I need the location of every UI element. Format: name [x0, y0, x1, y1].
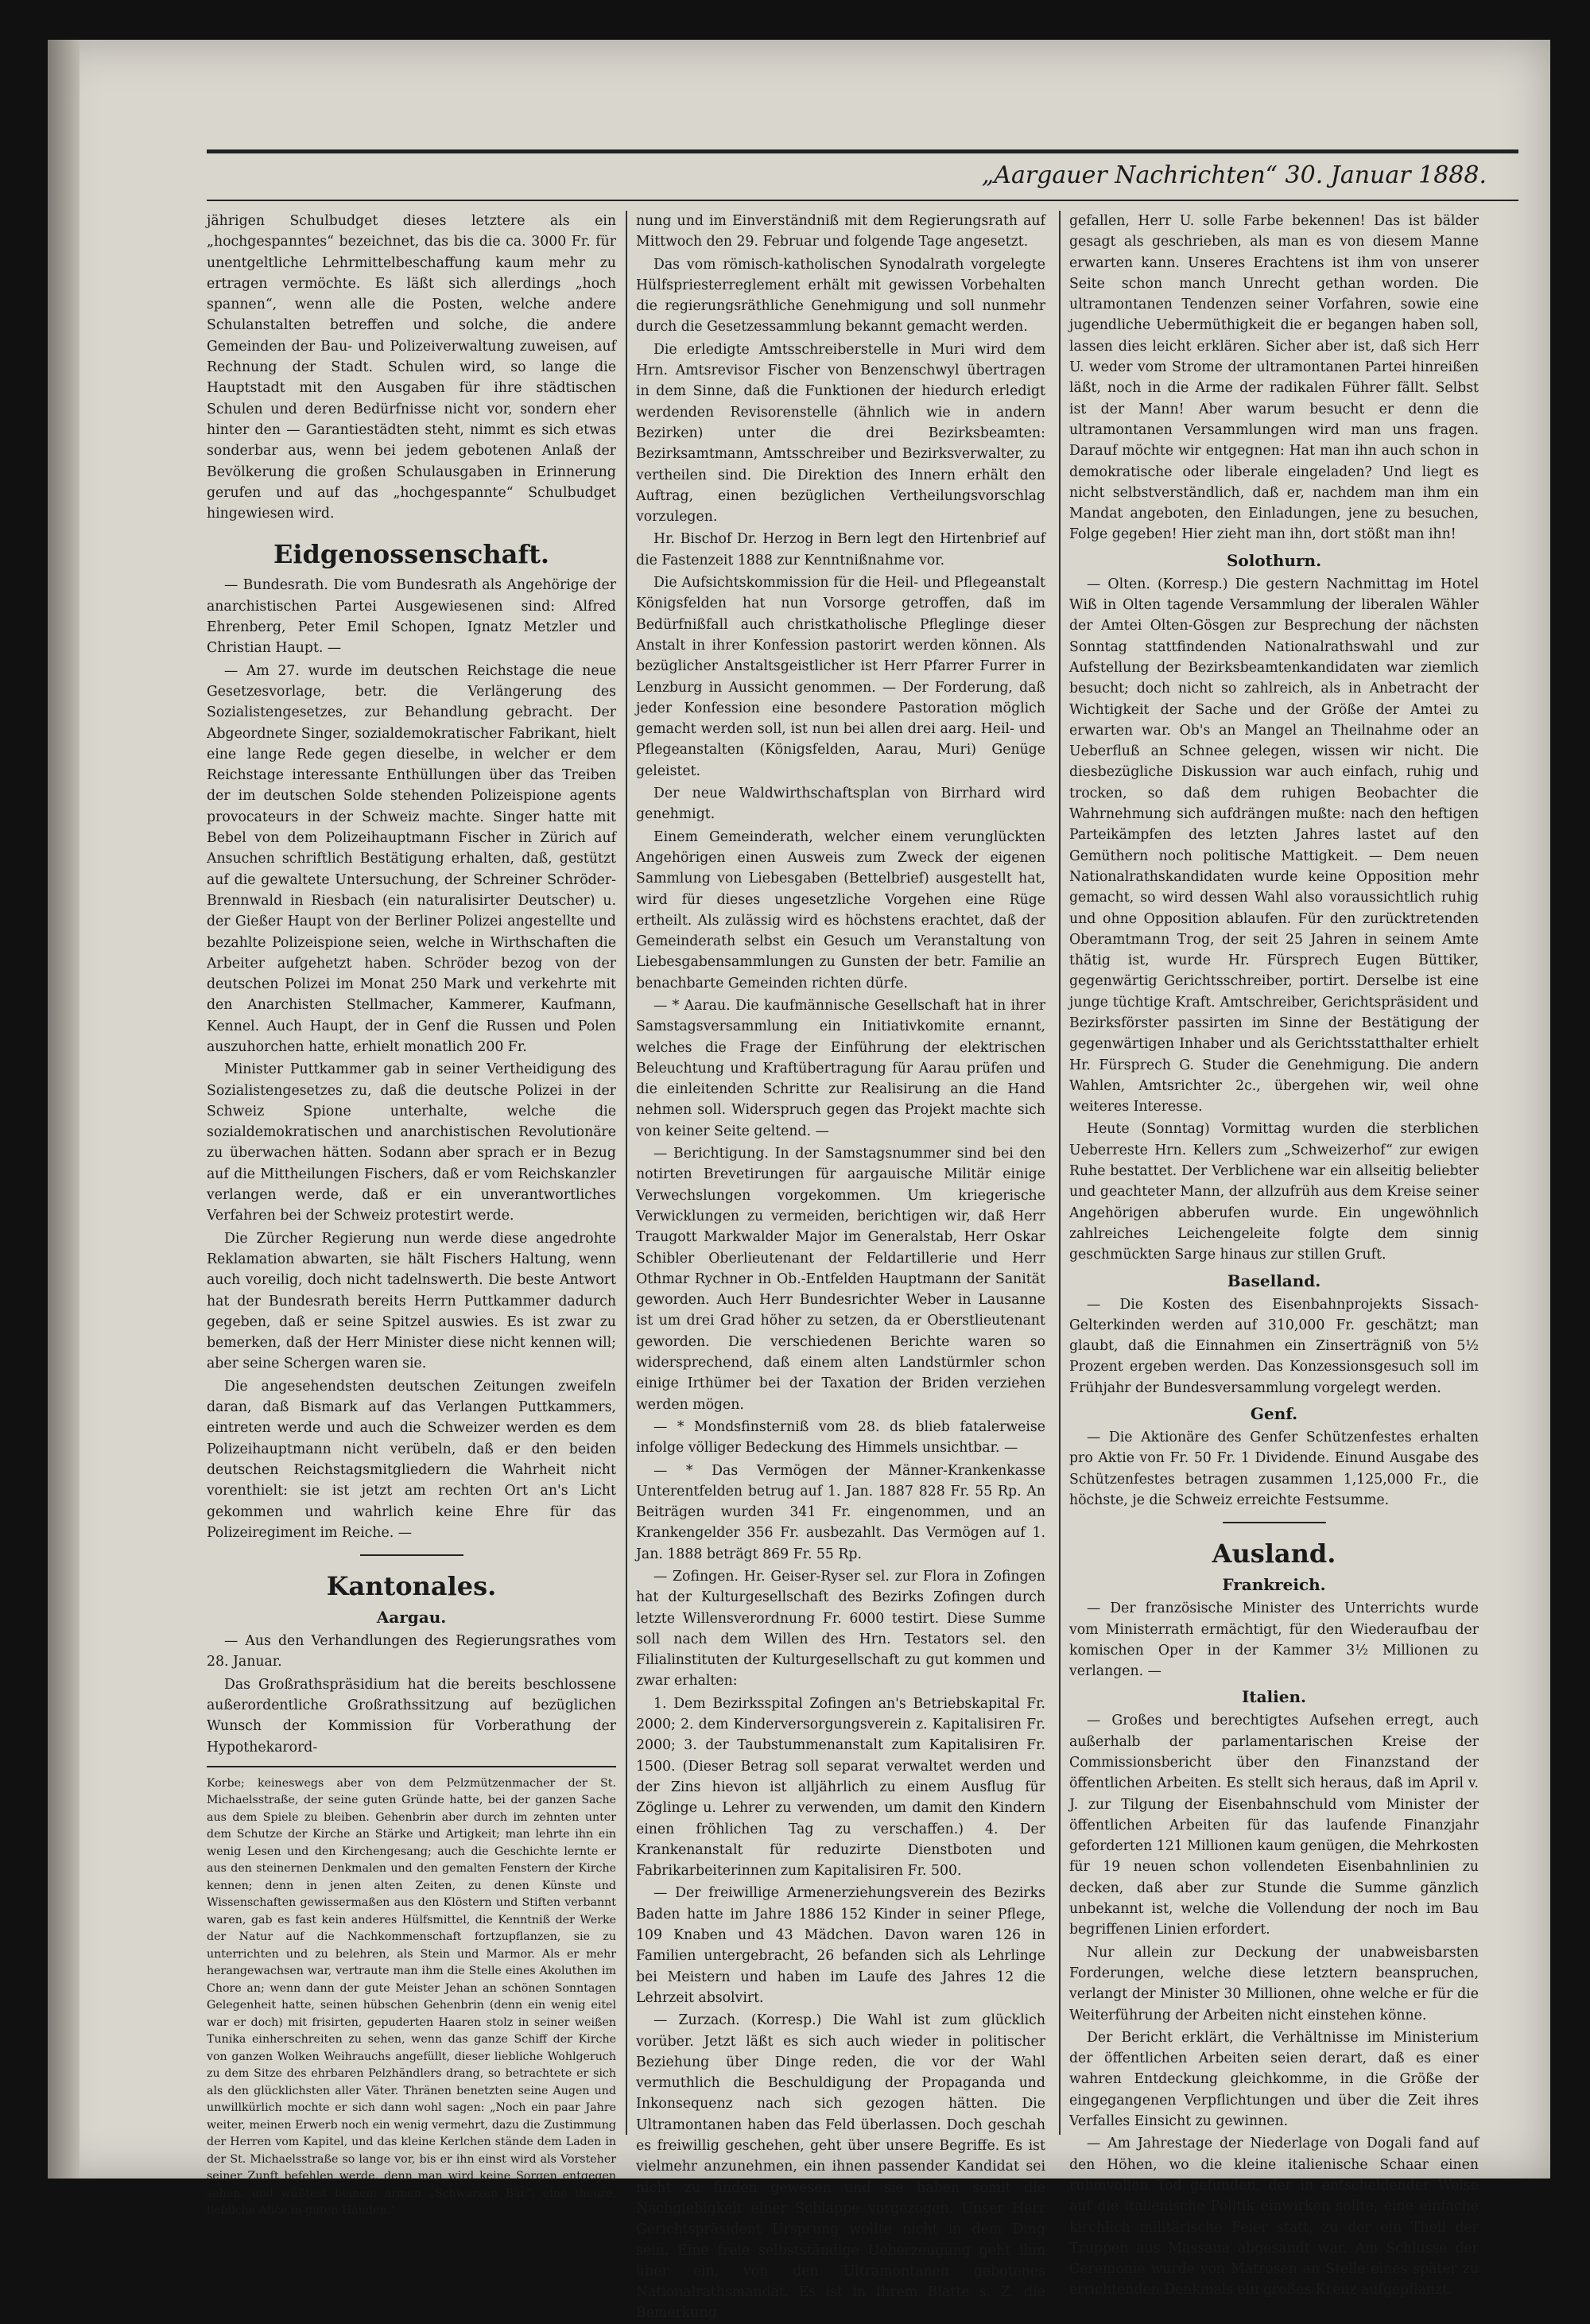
subsection-title-genf: Genf.	[1250, 1404, 1298, 1424]
subsection-title-frankreich: Frankreich.	[1222, 1575, 1326, 1595]
section-title-ausland: Ausland.	[1212, 1538, 1336, 1569]
article-paragraph: Nur allein zur Deckung der unabweisbarsten Forderungen, welche diese letztern beanspruchen, verlangt der Minister 30 Millionen, ohne welche er für die Weiterführung der Arbeiten nicht einstehen könne.	[1069, 1944, 1479, 2023]
article-paragraph: — Die Kosten des Eisenbahnprojekts Sissach-Gelterkinden werden auf 310,000 Fr. geschätzt; man glaubt, daß die Einnahmen ein Zinserträgniß von 5½ Prozent ergeben werden. Das Konzessionsgesuch soll im Frühjahr der Bundesversammlung vorgelegt werden.	[1069, 1296, 1479, 1396]
article-paragraph: Hr. Bischof Dr. Herzog in Bern legt den Hirtenbrief auf die Fastenzeit 1888 zur Kenntnißnahme vor.	[636, 531, 1045, 568]
article-paragraph: — Berichtigung. In der Samstagsnummer sind bei den notirten Brevetirungen für aargauische Militär einige Verwechslungen vorgekommen. Um kriegerische Verwicklungen zu vermeiden, berichtigen wir, daß Herr Traugott Markwalder Major im Generalstab, Herr Oskar Schibler Oberlieutenant der Feldartillerie und Herr Othmar Rychner in Ob.-Entfelden Hauptmann der Sanität geworden. Auch Herr Bundesrichter Weber in Lausanne ist um drei Grad höher zu setzen, da er Oberstlieutenant geworden. Die verschiedenen Berichte waren so widersprechend, daß einem alten Landstürmler schon einige Irthümer bei der Taxation der Briden verziehen werden mögen.	[636, 1146, 1045, 1413]
article-paragraph: — Großes und berechtigtes Aufsehen erregt, auch außerhalb der parlamentarischen Kreise der Commissionsbericht über den Finanzstand der öffentlichen Arbeiten. Es stellt sich heraus, daß im April v. J. zur Tilgung der Eisenbahnschuld vom Minister der öffentlichen Arbeiten für das laufende Finanzjahr geforderten 121 Millionen kaum genügen, die Mehrkosten für 19 neuen schon vollendeten Eisenbahnlinien zu decken, daß aber zur Stunde die Summe gänzlich unbekannt ist, welche die Vollendung der noch im Bau begriffenen Linien erfordert.	[1069, 1713, 1479, 1938]
section-title-eidgenossenschaft: Eidgenossenschaft.	[273, 539, 550, 570]
subsection-title-aargau: Aargau.	[376, 1608, 447, 1628]
article-paragraph: — Der französische Minister des Unterrichts wurde vom Ministerrath ermächtigt, für den Wiederaufbau der komischen Oper in der Kammer 3½ Millionen zu verlangen. —	[1069, 1600, 1479, 1680]
article-paragraph: — Zurzach. (Korresp.) Die Wahl ist zum glücklich vorüber. Jetzt läßt es sich auch wieder in politischer Beziehung über Dinge reden, die vor der Wahl vermuthlich die Beschuldigung der Propaganda und Inkonsequenz nach sich gezogen hätten. Die Ultramontanen haben das Feld überlassen. Doch geschah es freiwillig geschehen, geht über unsere Begriffe. Es ist vielmehr anzunehmen, ein ihnen passender Kandidat sei nicht zu finden gewesen und sie haben somit die Nachgiebigkeit einer Schlappe vorgezogen. Unser Herr Gerichtspräsident Ursprung wollte nicht in dem Ding sein. Eine freie selbstständige Ueberzeugung geht ihm über ein, von den Ultramontanen gebotenes Nationalrathsmandat. Es ist in Ihrem Blatte s. Z. die Bemerkung	[636, 2012, 1045, 2322]
article-paragraph: — Bundesrath. Die vom Bundesrath als Angehörige der anarchistischen Partei Ausgewiesenen sind: Alfred Ehrenberg, Peter Emil Schopen, Ignatz Metzler und Christian Haupt. —	[207, 577, 616, 657]
article-paragraph: 1. Dem Bezirksspital Zofingen an's Betriebskapital Fr. 2000; 2. dem Kinderversorgungsverein z. Kapitalisiren Fr. 2000; 3. der Taubstummenanstalt zum Kapitalisiren Fr. 1500. (Dieser Betrag soll separat verwaltet werden und der Zins hievon ist alljährlich zu einem Ausflug für Zöglinge u. Lehrer zu verwenden, um damit den Kindern einen fröhlichen Tag zu verschaffen.) 4. Der Krankenanstalt für reduzirte Dienstboten und Fabrikarbeiterinnen zum Kapitalisiren Fr. 500.	[636, 1695, 1045, 1880]
article-paragraph: Die Zürcher Regierung nun werde diese angedrohte Reklamation abwarten, sie hält Fischers Haltung, wenn auch voreilig, doch nicht tadelnswerth. Die beste Antwort hat der Bundesrath bereits Herrn Puttkammer dadurch gegeben, daß er seine Spitzel auswies. Es ist zwar zu bemerken, daß der Herr Minister diese nicht kennen will; aber seine Schergen waren sie.	[207, 1230, 616, 1372]
subsection-title-italien: Italien.	[1242, 1687, 1306, 1707]
article-paragraph: Heute (Sonntag) Vormittag wurden die sterblichen Ueberreste Hrn. Kellers zum „Schweizerhof“ zur ewigen Ruhe bestattet. Der Verblichene war ein allseitig beliebter und geachteter Mann, der allzufrüh aus dem Kreise seiner Angehörigen abberufen wurde. Ein ungewöhnlich zahlreiches Leichengeleite folgte dem sinnig geschmückten Sarge hinaus zur stillen Gruft.	[1069, 1121, 1479, 1263]
article-paragraph: — Aus den Verhandlungen des Regierungsrathes vom 28. Januar.	[207, 1633, 616, 1670]
article-paragraph: — Olten. (Korresp.) Die gestern Nachmittag im Hotel Wiß in Olten tagende Versammlung der liberalen Wähler der Amtei Olten-Gösgen zur Besprechung der nächsten Sonntag stattfindenden Nationalrathswahl und zur Aufstellung der Bezirksbeamtenkandidaten war ziemlich besucht; doch nicht so zahlreich, als in Anbetracht der Wichtigkeit der Sache und der Größe der Amtei zu erwarten war. Ob's an Mangel an Theilnahme oder an Ueberfluß an Schnee gelegen, wissen wir nicht. Die diesbezügliche Diskussion war auch einfach, ruhig und trocken, so daß dem ruhigen Beobachter die Wahrnehmung sich aufdrängen mußte: nach den heftigen Parteikämpfen des letzten Jahres lastet auf den Gemüthern noch politische Mattigkeit. — Dem neuen Nationalrathskandidaten wurde keine Opposition mehr gemacht, so wird dessen Wahl also voraussichtlich ruhig und ohne Opposition ablaufen. Für den zurücktretenden Oberamtmann Trog, der seit 25 Jahren in seinem Amte thätig ist, wurde Hr. Fürsprech Eugen Büttiker, gegenwärtig Gerichtsschreiber, portirt. Derselbe ist eine junge tüchtige Kraft. Amtschreiber, Gerichtspräsident und Bezirksförster passirten im Sinne der Bestätigung der gegenwärtigen Inhaber und als Gerichtsstatthalter erhielt Hr. Fürsprech G. Studer die Genehmigung. Die andern Wahlen, Amtsrichter 2c., übergehen wir, weil ohne weiteres Interesse.	[1069, 576, 1479, 1115]
article-paragraph: — * Mondsfinsterniß vom 28. ds blieb fatalerweise infolge völliger Bedeckung des Himmels unsichtbar. —	[636, 1418, 1045, 1457]
article-paragraph: — * Das Vermögen der Männer-Krankenkasse Unterentfelden betrug auf 1. Jan. 1887 828 Fr. 55 Rp. An Beiträgen wurden 341 Fr. eingenommen, und an Krankengelder 356 Fr. ausbezahlt. Das Vermögen auf 1. Jan. 1888 beträgt 869 Fr. 55 Rp.	[636, 1462, 1045, 1562]
column-rule	[1059, 211, 1061, 2135]
article-paragraph: Das Großrathspräsidium hat die bereits beschlossene außerordentliche Großrathssitzung auf bezüglichen Wunsch der Kommission für Vorberathung der Hypothekarord-	[207, 1676, 616, 1756]
section-divider	[360, 1554, 463, 1556]
article-paragraph: Die Aufsichtskommission für die Heil- und Pflegeanstalt Königsfelden hat nun Vorsorge getroffen, daß im Bedürfnißfall auch christkatholische Pfleglinge dieser Anstalt in ihrer Konfession pastorirt werden können. Als bezüglicher Anstaltsgeistlicher ist Herr Pfarrer Furrer in Lenzburg in Aussicht genommen. — Der Forderung, daß jeder Konfession eine besondere Pastoration möglich gemacht werden soll, ist nun bei allen drei aarg. Heil- und Pflegeanstalten (Königsfelden, Aarau, Muri) Genüge geleistet.	[636, 575, 1045, 779]
column-3	[1069, 211, 1479, 2299]
article-paragraph: Minister Puttkammer gab in seiner Vertheidigung des Sozialistengesetzes zu, daß die deutsche Polizei in der Schweiz Spione unterhalte, welche die sozialdemokratischen und anarchistischen Revolutionäre zu überwachen hätten. Sodann aber sprach er in Bezug auf die Mittheilungen Fischers, daß er vom Reichskanzler verlangen werde, daß er ein unverantwortliches Verfahren bei der Schweiz protestirt werde.	[207, 1061, 616, 1224]
article-paragraph: Einem Gemeinderath, welcher einem verunglückten Angehörigen einen Ausweis zum Zweck der eigenen Sammlung von Liebesgaben (Bettelbrief) ausgestellt hat, wird für dieses ungesetzliche Vorgehen eine Rüge ertheilt. Als zulässig wird es höchstens erachtet, daß der Gemeinderath selbst ein Gesuch um Veranstaltung von Liebesgabensammlungen zu Gunsten der betr. Familie an benachbarte Gemeinden richten dürfe.	[636, 828, 1045, 991]
section-divider	[1223, 1522, 1326, 1523]
column-rule	[626, 211, 627, 2135]
article-paragraph: — Zofingen. Hr. Geiser-Ryser sel. zur Flora in Zofingen hat der Kulturgesellschaft des Bezirks Zofingen durch letzte Willensverordnung Fr. 6000 testirt. Diese Summe soll nach dem Willen des Hrn. Testators sel. den Filialinstituten der Kulturgesellschaft zu gut kommen und zwar erhalten:	[636, 1569, 1045, 1690]
article-paragraph: — * Aarau. Die kaufmännische Gesellschaft hat in ihrer Samstagsversammlung ein Initiativkomite ernannt, welches die Frage der Einführung der elektrischen Beleuchtung und Kraftübertragung für Aarau prüfen und die einleitenden Schritte zur Realisirung an die Hand nehmen soll. Widerspruch gegen das Projekt machte sich von keiner Seite geltend. —	[636, 997, 1045, 1139]
article-paragraph: gefallen, Herr U. solle Farbe bekennen! Das ist bälder gesagt als geschrieben, als man es von diesem Manne erwarten kann. Unseres Erachtens ist ihm von unserer Seite schon manch Unrecht gethan worden. Die ultramontanen Tendenzen seiner Vorfahren, sowie eine jugendliche Uebermüthigkeit die er begangen haben soll, lassen dies leicht erklären. Sicher aber ist, daß sich Herr U. weder vom Strome der ultramontanen Partei hinreißen läßt, noch in die Arme der radikalen Führer fällt. Selbst ist der Mann! Aber warum besucht er denn die ultramontanen Versammlungen wird man uns fragen. Darauf möchte wir entgegnen: Hat man ihn auch schon in demokratische oder liberale eingeladen? Und liegt es nicht selbstverständlich, daß er, nachdem man ihm ein Mandat angeboten, den Einladungen, jene zu besuchen, Folge gegeben! Hier zieht man ihn, dort stößt man ihn!	[1069, 213, 1479, 543]
section-title-kantonales: Kantonales.	[326, 1571, 497, 1602]
feuilleton-text: Korbe; keineswegs aber von dem Pelzmützenmacher der St. Michaelsstraße, der seine guten Gründe hatte, bei der ganzen Sache aus dem Spiele zu bleiben. Gehenbrin aber durch im zehnten unter dem Schutze der Kirche an Stärke und Artigkeit; man lehrte ihn ein wenig Lesen und den Kirchengesang; auch die Geschichte lernte er aus den steinernen Denkmalen und den gemalten Fenstern der Kirche kennen; denn in jenen alten Zeiten, zu denen Künste und Wissenschaften gewissermaßen aus den Klöstern und Stiften verbannt waren, gab es fast kein anderes Hülfsmittel, die Kenntniß der Werke der Natur auf die Nachkommenschaft fortzupflanzen, sie zu unterrichten und zu belehren, als Stein und Marmor. Als er mehr herangewachsen war, vertraute man ihm die Stelle eines Akoluthen im Chore an; wenn dann der gute Meister Jehan an schönen Sonntagen Gelegenheit hatte, seinen hübschen Gehenbrin (denn ein wenig eitel war er doch) mit frisirten, gepuderten Haaren stolz in seiner weißen Tunika einherschreiten zu sehen, wenn das ganze Schiff der Kirche von ganzen Wolken Weihrauchs angefüllt, dieser liebliche Wohlgeruch zu dem Sitze des ehrbaren Pelzhändlers drang, so betrachtete er sich als den glücklichsten aller Väter. Thränen benetzten seine Augen und unwillkürlich mochte er sich dann wohl sagen: „Noch ein paar Jahre weiter, meinen Erwerb noch ein wenig vermehrt, dazu die Zustimmung der Herren vom Kapitel, und das kleine Kerlchen stände dem Laden in der St. Michaelsstraße so lange vor, bis er ihn einst wird als Vorsteher seiner Zunft befehlen werde, denn man wird keine Sorgen entgegen sehen, und wüßtest beinem armen „Schwarzen Bär“, eine theure, liebliche Alice in guten Händen.“	[207, 1776, 616, 2217]
article-paragraph: Das vom römisch-katholischen Synodalrath vorgelegte Hülfspriesterreglement erhält mit gewissen Vorbehalten die regierungsräthliche Genehmigung und soll nunmehr durch die Gesetzessammlung bekannt gemacht werden.	[636, 256, 1045, 336]
column-1	[207, 211, 616, 2217]
page-header-title: „Aargauer Nachrichten“ 30. Januar 1888.	[981, 161, 1487, 189]
article-paragraph: nung und im Einverständniß mit dem Regierungsrath auf Mittwoch den 29. Februar und folgende Tage angesetzt.	[636, 213, 1045, 250]
column-2	[636, 211, 1045, 2322]
newspaper-page	[48, 40, 1550, 2322]
article-paragraph: Der neue Waldwirthschaftsplan von Birrhard wird genehmigt.	[636, 786, 1045, 823]
subsection-title-solothurn: Solothurn.	[1226, 550, 1322, 570]
article-paragraph: — Die Aktionäre des Genfer Schützenfestes erhalten pro Aktie von Fr. 50 Fr. 1 Dividende. Einund Ausgabe des Schützenfestes betragen zusammen 1,125,000 Fr., die höchste, je die Schweiz erreichte Festsumme.	[1069, 1430, 1479, 1508]
masthead	[207, 149, 1518, 201]
intro-paragraph: jährigen Schulbudget dieses letztere als ein „hochgespanntes“ bezeichnet, das bis die ca. 3000 Fr. für unentgeltliche Lehrmittelbeschaffung kaum mehr zu ertragen vermöchte. Es läßt sich allerdings „hoch spannen“, wenn alle die Posten, welche andere Schulanstalten betreffen und solche, die andere Gemeinden der Bau- und Polizeiverwaltung zuweisen, auf Rechnung der Stadt. Schulen wird, so lange die Hauptstadt mit den Ausgaben für ihre städtischen Schulen und deren Bedürfnisse nicht vor, sondern eher hinter den — Garantiestädten steht, nimmt es sich etwas sonderbar aus, wenn bei jedem gebotenen Anlaß der Bevölkerung die großen Schulausgaben in Erinnerung gerufen und auf das „hochgespannte“ Schulbudget hingewiesen wird.	[207, 213, 616, 522]
feuilleton-divider	[207, 1766, 616, 1767]
article-paragraph: — Am Jahrestage der Niederlage von Dogali fand auf den Höhen, wo die kleine italienische Schaar einen ruhmvollen Tod gefunden, der in entscheidender Weise auf die italienische Politik einwirken sollte, eine einfache kirchlich militärische Feier statt, zu der ein Theil der Truppen aus Massaua abgesandt war. Am Schlusse der Ceremonie wurde von Matrosen an Stelle eines später zu errichtenden Denkmals ein großes Kreuz aufgepflanzt.	[1069, 2136, 1479, 2299]
article-paragraph: Die angesehendsten deutschen Zeitungen zweifeln daran, daß Bismark auf das Verlangen Puttkammers, eintreten werde und auch die Schweizer werden es dem Polizeihauptmann nicht verübeln, daß er den beiden deutschen Reichstagsmitgliedern die Wahrheit nicht vorenthielt: sie ist jetzt am rechten Ort an's Licht gekommen und wahrlich keine Ehre für das Polizeiregiment im Reiche. —	[207, 1378, 616, 1541]
article-paragraph: Der Bericht erklärt, die Verhältnisse im Ministerium der öffentlichen Arbeiten seien derart, daß es einer wahren Entdeckung gleichkomme, in die Größe der eingegangenen Verpflichtungen und über die Zeit ihres Verfalles Einsicht zu gewinnen.	[1069, 2029, 1479, 2130]
article-paragraph: Die erledigte Amtsschreiberstelle in Muri wird dem Hrn. Amtsrevisor Fischer von Benzenschwyl übertragen in dem Sinne, daß die Funktionen der hiedurch erledigt werdenden Revisorenstelle (ähnlich wie in andern Bezirken) unter die drei Bezirksbeamten: Bezirksamtmann, Amtsschreiber und Bezirksverwalter, zu vertheilen sind. Die Direktion des Innern erhält den Auftrag, einen bezüglichen Vertheilungsvorschlag vorzulegen.	[636, 341, 1045, 526]
page-binding-edge	[48, 40, 80, 2179]
article-paragraph: — Am 27. wurde im deutschen Reichstage die neue Gesetzesvorlage, betr. die Verlängerung des Sozialistengesetzes, zur Behandlung gebracht. Der Abgeordnete Singer, sozialdemokratischer Fabrikant, hielt eine lange Rede gegen dieselbe, in welcher er dem Reichstage interessante Enthüllungen über das Treiben der im deutschen Solde stehenden Polizeispione agents provocateurs in der Schweiz machte. Singer hatte mit Bebel von dem Polizeihauptmann Fischer in Zürich auf Ansuchen schriftlich Bestätigung erhalten, daß, gestützt auf die gewaltete Untersuchung, der Schreiner Schröder-Brennwald in Riesbach (ein naturalisirter Deutscher) u. der Gießer Haupt von der Berliner Polizei angestellte und bezahlte Polizeispione seien, welche in Wirthschaften die Arbeiter aufgehetzt haben. Schröder bezog von der deutschen Polizei im Monat 250 Mark und verkehrte mit den Anarchisten Stellmacher, Kammerer, Kaufmann, Kennel. Auch Haupt, der in Genf die Russen und Polen auszuhorchen hatte, erhielt monatlich 200 Fr.	[207, 662, 616, 1055]
subsection-title-baselland: Baselland.	[1227, 1271, 1321, 1290]
article-paragraph: — Der freiwillige Armenerziehungsverein des Bezirks Baden hatte im Jahre 1886 152 Kinder in seiner Pflege, 109 Knaben und 43 Mädchen. Davon waren 126 in Familien untergebracht, 26 befanden sich als Lehrlinge bei Meistern und haben im Laufe des Jahres 12 die Lehrzeit absolvirt.	[636, 1885, 1045, 2006]
